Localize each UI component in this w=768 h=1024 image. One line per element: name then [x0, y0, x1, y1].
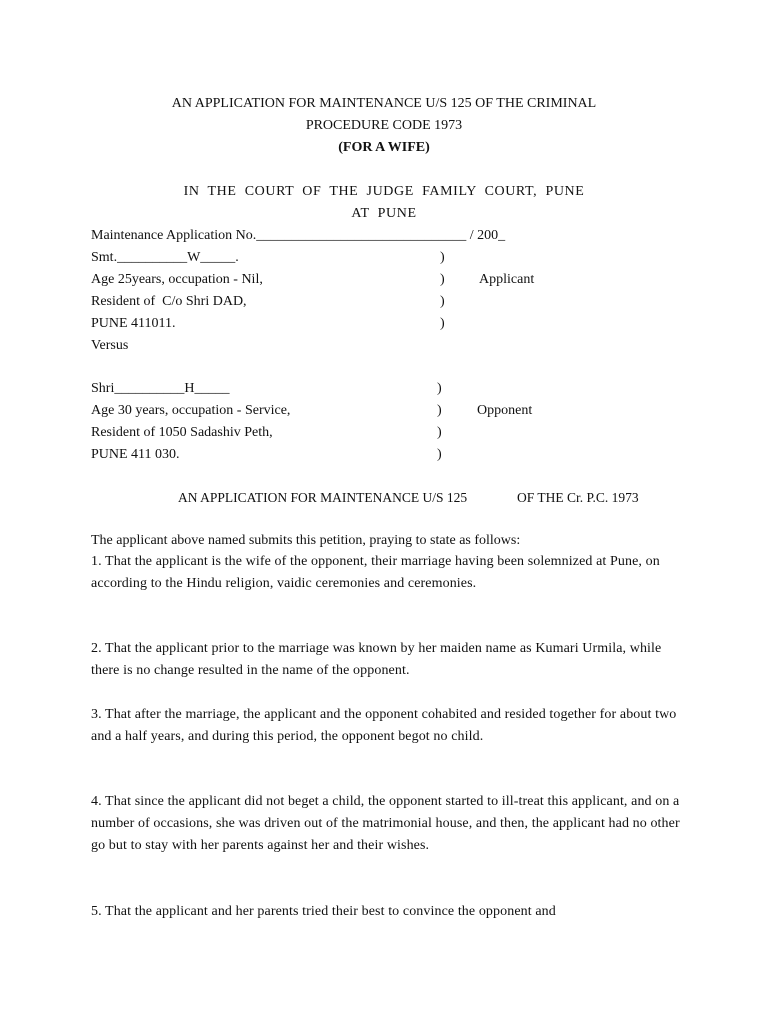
application-number-line: Maintenance Application No.______________________________ / 200_ [91, 228, 506, 243]
applicant-role: Applicant [479, 272, 535, 287]
document-title-line1: AN APPLICATION FOR MAINTENANCE U/S 125 OF THE CRIMINAL [171, 96, 597, 111]
opponent-age: Age 30 years, occupation - Service, [91, 403, 291, 418]
paragraph-4: 4. That since the applicant did not beget a child, the opponent started to ill-treat this applicant, and on a number of occasions, she was driven out of the matrimonial house, and then, the applicant had no other go but to stay with her parents against her and their wishes. [91, 794, 680, 853]
paren: ) [440, 250, 445, 265]
applicant-residence: Resident of C/o Shri DAD, [91, 294, 247, 309]
intro-text: The applicant above named submits this petition, praying to state as follows: [91, 533, 521, 548]
paren: ) [437, 425, 442, 440]
paragraph-1: 1. That the applicant is the wife of the opponent, their marriage having been solemnized at Pune, on according to the Hindu religion, vaidic ceremonies and ceremonies. [91, 554, 660, 591]
paren: ) [437, 447, 442, 462]
court-line1: IN THE COURT OF THE JUDGE FAMILY COURT, PUNE [183, 184, 585, 199]
paren: ) [440, 316, 445, 331]
paren: ) [440, 272, 445, 287]
applicant-name: Smt.__________W_____. [91, 250, 239, 265]
section-heading-left: AN APPLICATION FOR MAINTENANCE U/S 125 [178, 490, 468, 505]
applicant-age: Age 25years, occupation - Nil, [91, 272, 263, 287]
opponent-pin: PUNE 411 030. [91, 447, 180, 462]
document-title-line2: PROCEDURE CODE 1973 [305, 118, 463, 133]
paragraph-2: 2. That the applicant prior to the marriage was known by her maiden name as Kumari Urmila, while there is no change resulted in the name of the opponent. [91, 641, 662, 678]
document-title-sub: (FOR A WIFE) [338, 140, 430, 155]
paren: ) [437, 403, 442, 418]
paren: ) [437, 381, 442, 396]
paragraph-3: 3. That after the marriage, the applicant and the opponent cohabited and resided together for about two and a half years, and during this period, the opponent begot no child. [91, 707, 677, 744]
paragraph-5: 5. That the applicant and her parents tried their best to convince the opponent and [91, 904, 556, 919]
opponent-role: Opponent [477, 403, 533, 418]
applicant-pin: PUNE 411011. [91, 316, 176, 331]
section-heading-right: OF THE Cr. P.C. 1973 [517, 490, 639, 505]
opponent-residence: Resident of 1050 Sadashiv Peth, [91, 425, 273, 440]
court-line2: AT PUNE [351, 206, 417, 221]
opponent-name: Shri__________H_____ [91, 381, 230, 396]
versus-label: Versus [91, 338, 129, 353]
paren: ) [440, 294, 445, 309]
